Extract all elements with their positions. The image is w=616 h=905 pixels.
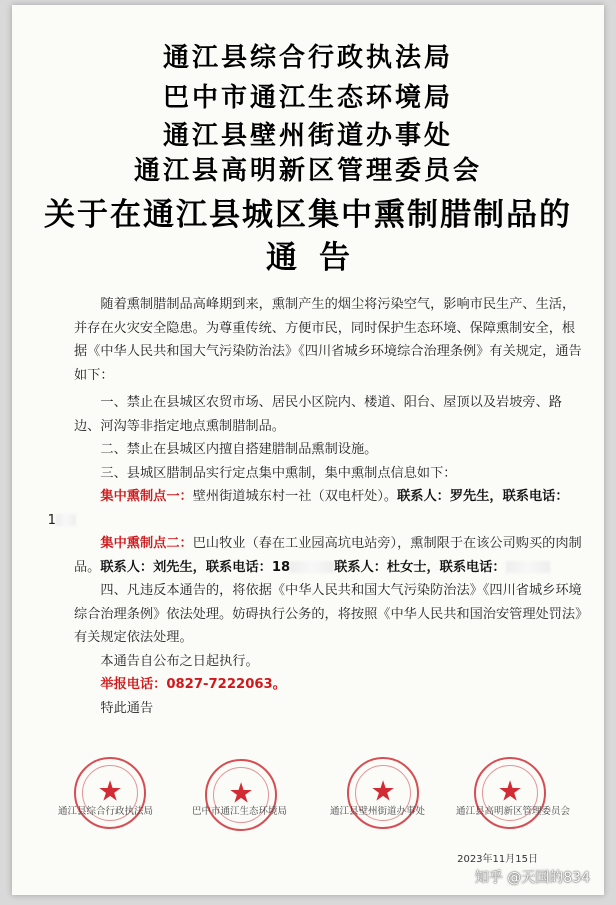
official-seals: [12, 757, 604, 837]
point-1-location: 壁州街道城东村一社（双电杆处）。: [192, 489, 398, 504]
point-1-contact: 联系人：罗先生，联系电话：: [397, 489, 569, 504]
point-2-phone-1: 18: [271, 559, 291, 575]
redacted-phone: [290, 561, 334, 573]
notice-document: [12, 5, 604, 895]
issue-date: 2023年11月15日: [457, 854, 538, 865]
intro-paragraph: 随着熏制腊制品高峰期到来，熏制产生的烟尘将污染空气，影响市民生产、生活，并存在火灾安全隐患。为尊重传统、方便市民，同时保护生态环境、保障熏制安全，根据《中华人民共和国大气污染防治法》《四川省城乡环境综合治理条例》有关规定，通告如下：: [74, 297, 582, 383]
seal-stamp-1: [74, 757, 146, 829]
issuing-org-1: 通江县综合行政执法局: [162, 43, 453, 73]
clause-4: 四、凡违反本通告的，将依据《中华人民共和国大气污染防治法》《四川省城乡环境综合治理条例》依法处理。妨碍执行公务的，将按照《中华人民共和国治安管理处罚法》有关规定依法处理。: [74, 583, 582, 645]
notice-body: [47, 293, 584, 720]
clause-2: 二、禁止在县城区内擅自搭建腊制品熏制设施。: [100, 442, 378, 457]
clause-3: 三、县城区腊制品实行定点集中熏制，集中熏制点信息如下：: [100, 465, 457, 481]
issuing-org-4: 通江县高明新区管理委员会: [133, 156, 482, 186]
star-icon: ★: [97, 774, 123, 808]
issuing-org-3: 通江县壁州街道办事处: [162, 121, 453, 151]
redacted-phone: [56, 514, 76, 526]
issuing-org-2: 巴中市通江生态环境局: [162, 83, 453, 113]
seal-name-4: 通江县高明新区管理委员会: [456, 806, 571, 817]
redacted-phone: [506, 561, 550, 573]
seal-name-1: 通江县综合行政执法局: [58, 806, 154, 817]
point-1-label: 集中熏制点一：: [100, 489, 193, 504]
point-2-label: 集中熏制点二：: [100, 536, 193, 551]
effective-statement: 本通告自公布之日起执行。: [100, 653, 259, 669]
point-1-phone: 1: [47, 512, 56, 528]
hotline: 举报电话：0827-7222063。: [100, 677, 286, 692]
seal-stamp-3: [347, 757, 419, 829]
seal-name-3: 通江县壁州街道办事处: [330, 806, 426, 817]
notice-heading: 通告: [266, 240, 372, 276]
closing-remark: 特此通告: [100, 700, 154, 716]
point-2-location: 巴山牧业（春在工业园高坑电站旁），熏制限于在该公司购买的肉制品。: [74, 536, 582, 575]
notice-title: 关于在通江县城区集中熏制腊制品的: [44, 197, 572, 233]
smoking-point-2: [74, 532, 584, 579]
point-2-contact-1: 联系人：刘先生，联系电话：: [100, 559, 272, 575]
clause-1: 一、禁止在县城区农贸市场、居民小区院内、楼道、阳台、屋顶以及岩坡旁、路边、河沟等非指定地点熏制腊制品。: [74, 395, 562, 434]
seal-stamp-4: [474, 757, 546, 829]
watermark: 知乎 @天国的834: [474, 870, 590, 886]
seal-stamp-2: [205, 759, 277, 831]
star-icon: ★: [228, 776, 254, 810]
point-2-contact-2: 联系人：杜女士，联系电话：: [334, 559, 506, 575]
star-icon: ★: [497, 774, 523, 808]
seal-name-2: 巴中市通江生态环境局: [192, 806, 288, 817]
star-icon: ★: [370, 774, 396, 808]
smoking-point-1: [47, 485, 584, 532]
